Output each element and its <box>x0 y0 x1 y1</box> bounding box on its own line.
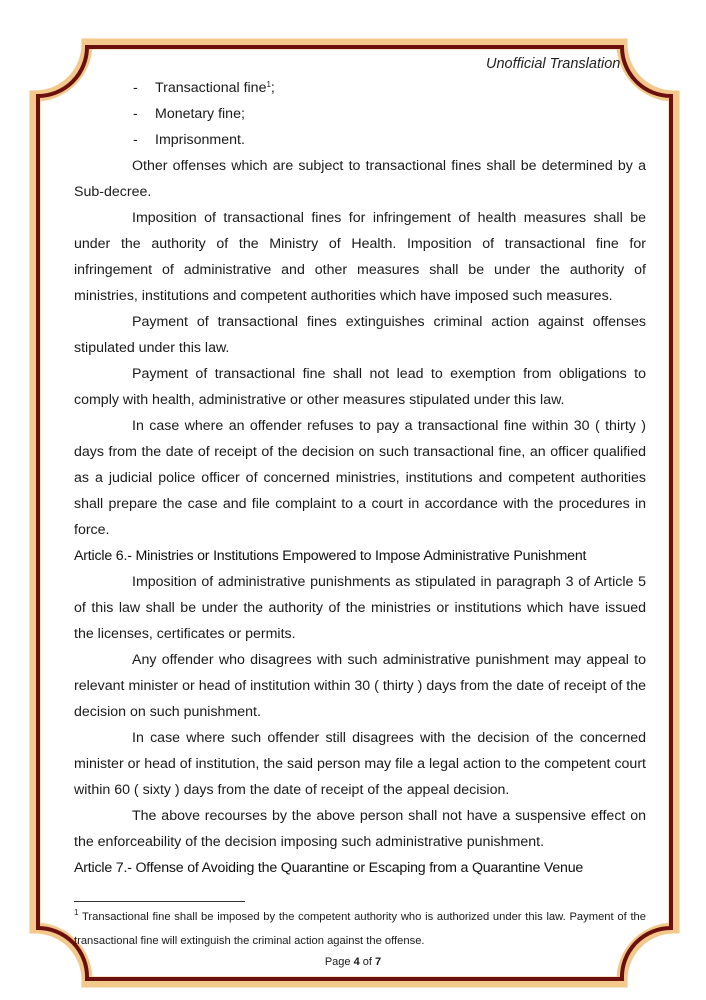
page-of: of <box>362 956 372 968</box>
paragraph: Imposition of administrative punishments as stipulated in paragraph 3 of Article 5 of this law shall be under the authority of the ministries or institutions which have issued the licenses, certificates or permits. <box>74 574 646 642</box>
unofficial-translation-header: Unofficial Translation <box>486 56 621 72</box>
footnote-text: Transactional fine shall be imposed by the competent authority who is authorized under this law. Payment of the transactional fine will extinguish the criminal action against the offense. <box>74 911 647 947</box>
article-7-heading: Article 7.- Offense of Avoiding the Quarantine or Escaping from a Quarantine Venue <box>74 860 584 876</box>
page-prefix: Page <box>324 956 351 968</box>
paragraph: Any offender who disagrees with such administrative punishment may appeal to relevant minister or head of institution within 30 ( thirty ) days from the date of receipt of the decision on such punishment. <box>74 652 646 720</box>
page-current: 4 <box>353 956 360 968</box>
bullet-text: Monetary fine; <box>155 106 245 122</box>
footnote-ref[interactable]: 1 <box>266 80 271 89</box>
document-body <box>74 75 646 881</box>
paragraph: The above recourses by the above person shall not have a suspensive effect on the enforceability of the decision imposing such administrative punishment. <box>74 808 646 850</box>
paragraph: Payment of transactional fine shall not lead to exemption from obligations to comply with health, administrative or other measures stipulated under this law. <box>74 366 646 408</box>
bullet-item <box>74 75 646 101</box>
paragraph: In case where an offender refuses to pay a transactional fine within 30 ( thirty ) days from the date of receipt of the decision on such transactional fine, an officer qualified as a judicial police officer of concerned ministries, institutions and competent authorities shall prepare the case and file complaint to a court in accordance with the procedures in force. <box>74 418 646 538</box>
bullet-dash: - <box>133 132 138 148</box>
article-6-heading: Article 6.- Ministries or Institutions Empowered to Impose Administrative Punishment <box>74 548 587 564</box>
footnote-separator <box>74 901 245 902</box>
paragraph: Other offenses which are subject to transactional fines shall be determined by a Sub-decree. <box>74 158 646 200</box>
bullet-suffix: ; <box>270 80 275 96</box>
bullet-text <box>155 75 275 101</box>
bullet-label: Transactional fine <box>155 80 267 96</box>
bullet-item <box>74 101 646 127</box>
page-total: 7 <box>375 956 382 968</box>
bullet-text: Imprisonment. <box>155 132 245 148</box>
bullet-item <box>74 127 646 153</box>
paragraph: Imposition of transactional fines for infringement of health measures shall be under the authority of the Ministry of Health. Imposition of transactional fine for infringement of administrative and other measures shall be under the authority of ministries, institutions and competent authorities which have imposed such measures. <box>74 210 646 304</box>
paragraph: Payment of transactional fines extinguishes criminal action against offenses stipulated under this law. <box>74 314 646 356</box>
bullet-dash: - <box>133 106 138 122</box>
footnote-marker: 1 <box>74 908 79 917</box>
footnote <box>74 905 646 953</box>
paragraph: In case where such offender still disagrees with the decision of the concerned minister or head of institution, the said person may file a legal action to the competent court within 60 ( sixty ) days from the date of receipt of the appeal decision. <box>74 730 646 798</box>
page-number <box>0 956 706 968</box>
bullet-dash: - <box>133 80 138 96</box>
